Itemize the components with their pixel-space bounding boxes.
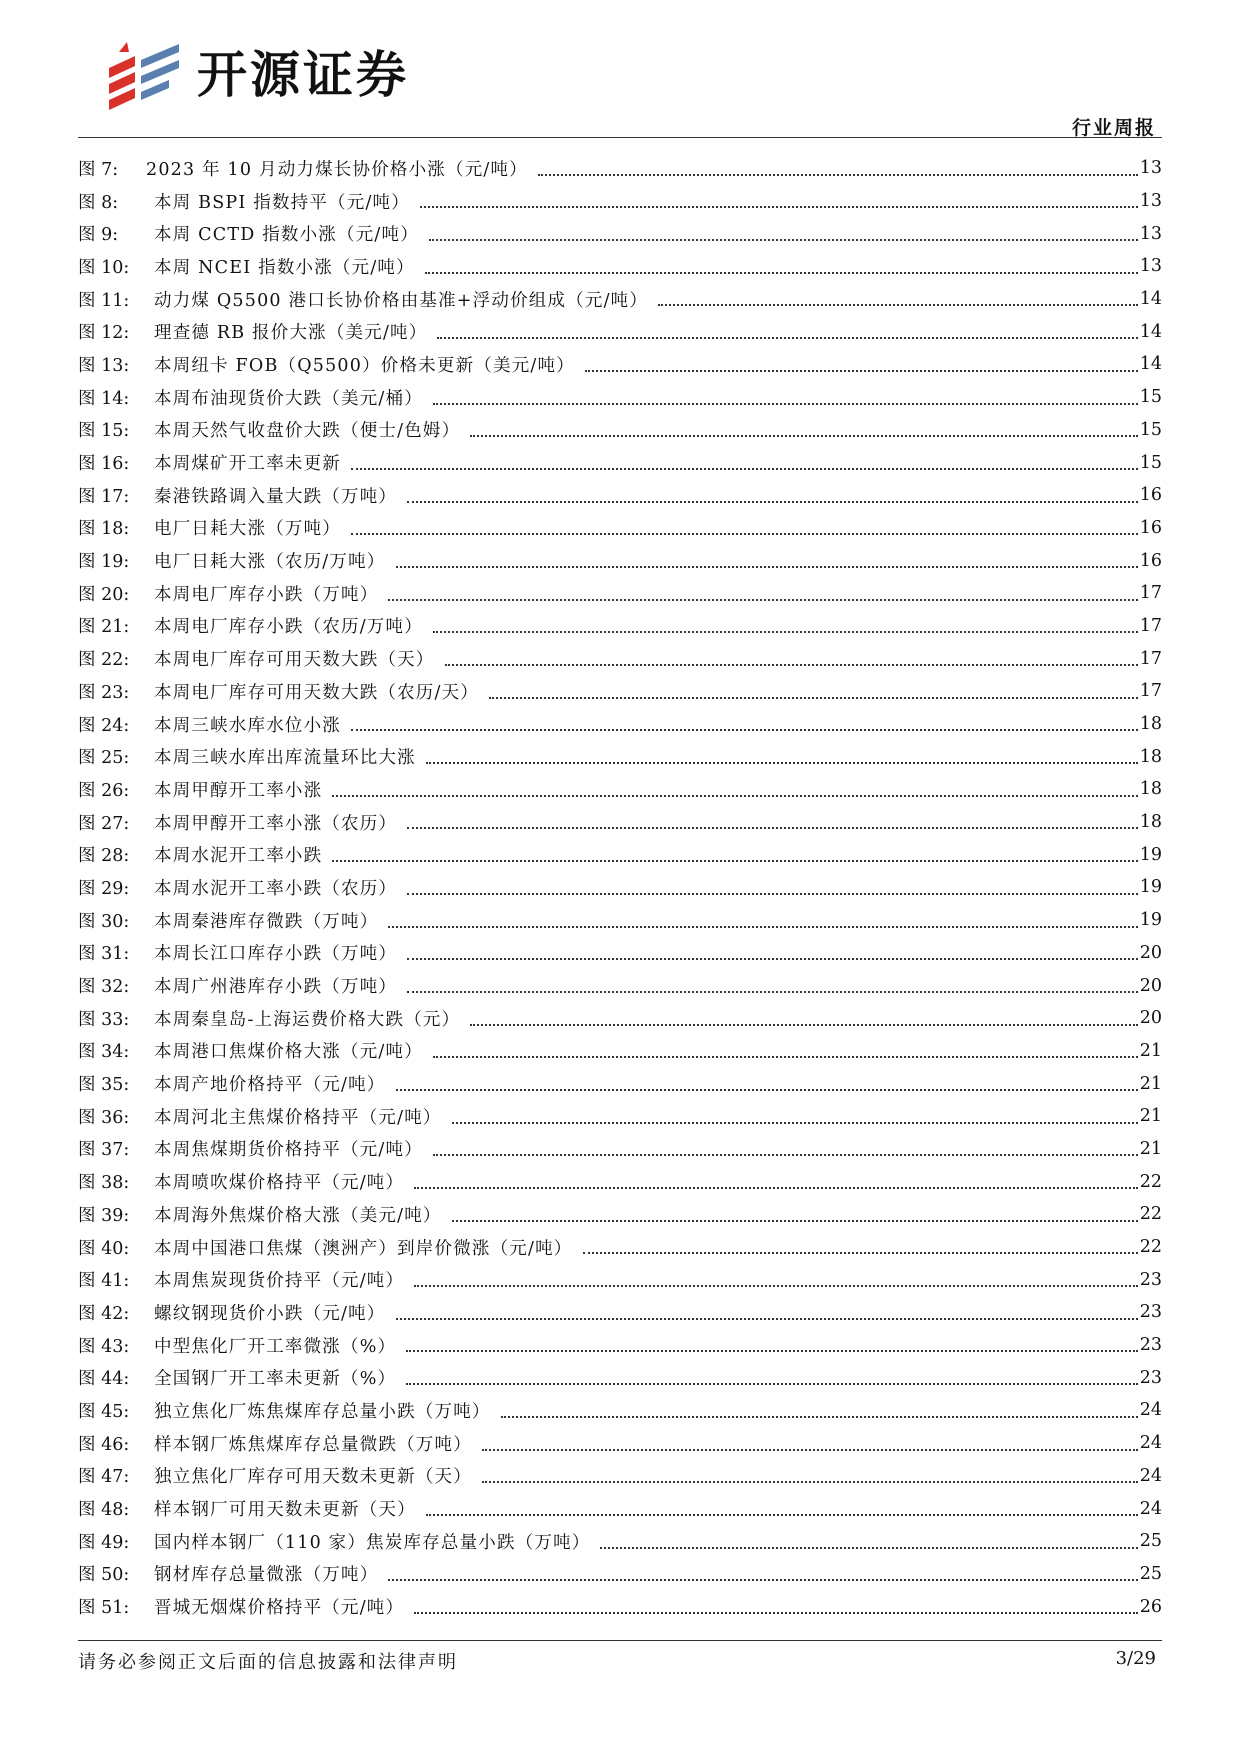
figure-label: 图 13: (78, 355, 130, 376)
toc-entry[interactable] (78, 1558, 1162, 1591)
page-ref: 20 (1139, 942, 1162, 963)
leader-dots (433, 1056, 1138, 1058)
leader-dots (414, 1612, 1138, 1614)
figure-title: 本周海外焦煤价格大涨（美元/吨） (154, 1205, 442, 1226)
leader-dots (585, 370, 1138, 372)
page-ref: 16 (1139, 517, 1162, 538)
figure-title: 本周 CCTD 指数小涨（元/吨） (154, 225, 419, 246)
figure-label: 图 41: (78, 1271, 130, 1292)
figure-label: 图 11: (78, 290, 130, 311)
leader-dots (332, 795, 1137, 797)
page-ref: 24 (1139, 1400, 1162, 1421)
leader-dots (396, 1089, 1138, 1091)
figure-label: 图 15: (78, 421, 130, 442)
figure-title: 全国钢厂开工率未更新（%） (154, 1369, 397, 1390)
leader-dots (583, 1252, 1138, 1254)
figure-title: 独立焦化厂炼焦煤库存总量小跌（万吨） (154, 1401, 491, 1422)
figure-title: 中型焦化厂开工率微涨（%） (154, 1336, 397, 1357)
page-ref: 15 (1139, 419, 1162, 440)
figure-label: 图 44: (78, 1369, 130, 1390)
figure-label: 图 37: (78, 1140, 130, 1161)
leader-dots (420, 206, 1138, 208)
toc-entry[interactable] (78, 1361, 1162, 1394)
leader-dots (426, 762, 1138, 764)
page-ref: 24 (1139, 1498, 1162, 1519)
toc-entry[interactable] (78, 806, 1162, 839)
figure-label: 图 17: (78, 486, 130, 507)
figure-title: 本周中国港口焦煤（澳洲产）到岸价微涨（元/吨） (154, 1238, 573, 1259)
toc-entry[interactable] (78, 642, 1162, 675)
toc-entry[interactable] (78, 577, 1162, 610)
figure-label: 图 50: (78, 1565, 130, 1586)
toc-entry[interactable] (78, 1492, 1162, 1525)
leader-dots (396, 1318, 1138, 1320)
figure-title: 2023 年 10 月动力煤长协价格小涨（元/吨） (146, 159, 528, 180)
page-ref: 18 (1139, 714, 1162, 735)
figure-title: 本周喷吹煤价格持平（元/吨） (154, 1173, 405, 1194)
figure-title: 本周港口焦煤价格大涨（元/吨） (154, 1042, 423, 1063)
leader-dots (470, 435, 1137, 437)
toc-entry[interactable] (78, 479, 1162, 512)
toc-entry[interactable] (78, 1590, 1162, 1623)
toc-entry[interactable] (78, 1002, 1162, 1035)
figure-title: 本周电厂库存可用天数大跌（农历/天） (154, 682, 479, 703)
figure-label: 图 9: (78, 225, 119, 246)
page-ref: 23 (1139, 1335, 1162, 1356)
page-ref: 26 (1139, 1596, 1162, 1617)
page-ref: 16 (1139, 550, 1162, 571)
leader-dots (351, 533, 1138, 535)
leader-dots (452, 1220, 1138, 1222)
toc-entry[interactable] (78, 381, 1162, 414)
figure-label: 图 33: (78, 1009, 130, 1030)
toc-entry[interactable] (78, 708, 1162, 741)
toc-entry[interactable] (78, 1394, 1162, 1427)
page-ref: 16 (1139, 485, 1162, 506)
toc-entry[interactable] (78, 1133, 1162, 1166)
figure-title: 电厂日耗大涨（万吨） (154, 519, 341, 540)
figure-label: 图 14: (78, 388, 130, 409)
leader-dots (388, 926, 1137, 928)
figure-title: 本周电厂库存可用天数大跌（天） (154, 650, 435, 671)
figure-title: 样本钢厂炼焦煤库存总量微跌（万吨） (154, 1434, 472, 1455)
figure-label: 图 12: (78, 323, 130, 344)
figure-label: 图 27: (78, 813, 130, 834)
figure-label: 图 47: (78, 1467, 130, 1488)
figure-label: 图 22: (78, 650, 130, 671)
figure-label: 图 40: (78, 1238, 130, 1259)
figure-label: 图 18: (78, 519, 130, 540)
leader-dots (433, 631, 1138, 633)
leader-dots (351, 729, 1138, 731)
figure-label: 图 34: (78, 1042, 130, 1063)
leader-dots (501, 1416, 1138, 1418)
figure-label: 图 31: (78, 944, 130, 965)
toc-entry[interactable] (78, 740, 1162, 773)
page-ref: 17 (1139, 648, 1162, 669)
page-ref: 23 (1139, 1367, 1162, 1388)
figure-title: 样本钢厂可用天数未更新（天） (154, 1500, 416, 1521)
figure-title: 本周电厂库存小跌（农历/万吨） (154, 617, 423, 638)
leader-dots (407, 991, 1138, 993)
leader-dots (414, 1285, 1138, 1287)
toc-entry[interactable] (78, 1427, 1162, 1460)
toc-entry[interactable] (78, 1329, 1162, 1362)
page-ref: 25 (1139, 1563, 1162, 1584)
company-logo (105, 38, 409, 112)
figure-label: 图 10: (78, 257, 130, 278)
figure-title: 本周甲醇开工率小涨 (154, 780, 323, 801)
page-ref: 17 (1139, 583, 1162, 604)
page-ref: 14 (1139, 289, 1162, 310)
leader-dots (414, 1187, 1138, 1189)
figure-label: 图 39: (78, 1205, 130, 1226)
figure-label: 图 35: (78, 1075, 130, 1096)
toc-entry[interactable] (78, 1525, 1162, 1558)
header-divider (78, 137, 1162, 138)
figure-label: 图 43: (78, 1336, 130, 1357)
page-ref: 15 (1139, 452, 1162, 473)
leader-dots (445, 664, 1138, 666)
toc-entry[interactable] (78, 1263, 1162, 1296)
figure-title: 本周煤矿开工率未更新 (154, 454, 341, 475)
figure-title: 本周广州港库存小跌（万吨） (154, 977, 398, 998)
leader-dots (332, 860, 1137, 862)
page-ref: 22 (1139, 1237, 1162, 1258)
figure-title: 本周水泥开工率小跌（农历） (154, 878, 398, 899)
leader-dots (470, 1024, 1137, 1026)
figure-title: 本周甲醇开工率小涨（农历） (154, 813, 398, 834)
figure-title: 本周布油现货价大跌（美元/桶） (154, 388, 423, 409)
leader-dots (425, 272, 1138, 274)
figure-title: 本周 BSPI 指数持平（元/吨） (154, 192, 410, 213)
figure-label: 图 23: (78, 682, 130, 703)
disclaimer-note: 请务必参阅正文后面的信息披露和法律声明 (78, 1652, 458, 1673)
toc-entry[interactable] (78, 610, 1162, 643)
figure-title: 本周河北主焦煤价格持平（元/吨） (154, 1107, 442, 1128)
figure-label: 图 48: (78, 1500, 130, 1521)
figure-label: 图 32: (78, 977, 130, 998)
page-ref: 24 (1139, 1465, 1162, 1486)
figure-title: 本周产地价格持平（元/吨） (154, 1075, 386, 1096)
leader-dots (433, 1154, 1138, 1156)
figure-title: 本周三峡水库出库流量环比大涨 (154, 748, 416, 769)
figure-title: 理查德 RB 报价大涨（美元/吨） (154, 323, 428, 344)
figure-label: 图 24: (78, 715, 130, 736)
figure-title: 本周焦煤期货价格持平（元/吨） (154, 1140, 423, 1161)
figure-label: 图 45: (78, 1401, 130, 1422)
page-number: 3/29 (1115, 1648, 1156, 1669)
figure-title: 电厂日耗大涨（农历/万吨） (154, 552, 386, 573)
figure-label: 图 49: (78, 1532, 130, 1553)
figure-title: 本周天然气收盘价大跌（便士/色姆） (154, 421, 461, 442)
page-ref: 17 (1139, 615, 1162, 636)
toc-entry[interactable] (78, 217, 1162, 250)
figure-title: 国内样本钢厂（110 家）焦炭库存总量小跌（万吨） (154, 1532, 591, 1553)
toc-entry[interactable] (78, 1067, 1162, 1100)
page-ref: 18 (1139, 779, 1162, 800)
page-ref: 13 (1139, 158, 1162, 179)
figure-label: 图 36: (78, 1107, 130, 1128)
figure-title: 动力煤 Q5500 港口长协价格由基准+浮动价组成（元/吨） (154, 290, 649, 311)
leader-dots (396, 566, 1138, 568)
figure-title: 本周电厂库存小跌（万吨） (154, 584, 379, 605)
figure-title: 本周长江口库存小跌（万吨） (154, 944, 398, 965)
leader-dots (406, 1383, 1137, 1385)
company-name: 开源证券 (197, 46, 409, 104)
toc-entry[interactable] (78, 544, 1162, 577)
figure-label: 图 8: (78, 192, 119, 213)
toc-entry[interactable] (78, 446, 1162, 479)
page-ref: 20 (1139, 975, 1162, 996)
page-ref: 23 (1139, 1302, 1162, 1323)
page-ref: 19 (1139, 844, 1162, 865)
toc-entry[interactable] (78, 1296, 1162, 1329)
figure-title: 螺纹钢现货价小跌（元/吨） (154, 1303, 386, 1324)
figure-title: 本周三峡水库水位小涨 (154, 715, 341, 736)
leader-dots (658, 304, 1138, 306)
figure-label: 图 38: (78, 1173, 130, 1194)
figure-title: 本周秦港库存微跌（万吨） (154, 911, 379, 932)
figure-label: 图 21: (78, 617, 130, 638)
toc-entry[interactable] (78, 675, 1162, 708)
kaiyuan-securities-logo-icon (105, 38, 183, 112)
toc-entry[interactable] (78, 773, 1162, 806)
leader-dots (437, 337, 1137, 339)
page-ref: 13 (1139, 223, 1162, 244)
toc-entry[interactable] (78, 1165, 1162, 1198)
toc-entry[interactable] (78, 152, 1162, 185)
toc-entry[interactable] (78, 185, 1162, 218)
leader-dots (489, 697, 1138, 699)
figure-label: 图 16: (78, 454, 130, 475)
figure-label: 图 42: (78, 1303, 130, 1324)
leader-dots (388, 599, 1137, 601)
toc-entry[interactable] (78, 838, 1162, 871)
figure-label: 图 20: (78, 584, 130, 605)
leader-dots (482, 1449, 1138, 1451)
toc-entry[interactable] (78, 904, 1162, 937)
figure-list (78, 152, 1162, 1623)
page-ref: 13 (1139, 256, 1162, 277)
page-ref: 25 (1139, 1531, 1162, 1552)
leader-dots (406, 1350, 1137, 1352)
figure-title: 本周 NCEI 指数小涨（元/吨） (154, 257, 415, 278)
page-ref: 21 (1139, 1040, 1162, 1061)
leader-dots (407, 827, 1138, 829)
page-ref: 17 (1139, 681, 1162, 702)
figure-label: 图 51: (78, 1598, 130, 1619)
page-ref: 24 (1139, 1433, 1162, 1454)
toc-entry[interactable] (78, 414, 1162, 447)
toc-entry[interactable] (78, 1231, 1162, 1264)
page-ref: 23 (1139, 1269, 1162, 1290)
toc-entry[interactable] (78, 348, 1162, 381)
toc-entry[interactable] (78, 969, 1162, 1002)
leader-dots (388, 1579, 1137, 1581)
leader-dots (482, 1481, 1138, 1483)
leader-dots (407, 958, 1138, 960)
figure-label: 图 19: (78, 552, 130, 573)
page-ref: 22 (1139, 1204, 1162, 1225)
figure-label: 图 7: (78, 159, 119, 180)
leader-dots (351, 468, 1138, 470)
leader-dots (407, 893, 1138, 895)
figure-label: 图 28: (78, 846, 130, 867)
page-ref: 20 (1139, 1008, 1162, 1029)
page-ref: 14 (1139, 321, 1162, 342)
leader-dots (600, 1547, 1137, 1549)
toc-entry[interactable] (78, 1198, 1162, 1231)
toc-entry[interactable] (78, 315, 1162, 348)
figure-label: 图 30: (78, 911, 130, 932)
figure-title: 本周秦皇岛-上海运费价格大跌（元） (154, 1009, 461, 1030)
page-ref: 21 (1139, 1138, 1162, 1159)
leader-dots (429, 239, 1138, 241)
document-type-label: 行业周报 (1071, 117, 1156, 139)
page-ref: 19 (1139, 910, 1162, 931)
figure-title: 本周水泥开工率小跌 (154, 846, 323, 867)
leader-dots (426, 1514, 1138, 1516)
toc-entry[interactable] (78, 1035, 1162, 1068)
figure-title: 本周焦炭现货价持平（元/吨） (154, 1271, 405, 1292)
page-ref: 21 (1139, 1106, 1162, 1127)
leader-dots (407, 501, 1138, 503)
toc-entry[interactable] (78, 283, 1162, 316)
toc-entry[interactable] (78, 512, 1162, 545)
figure-title: 本周纽卡 FOB（Q5500）价格未更新（美元/吨） (154, 355, 575, 376)
toc-entry[interactable] (78, 1100, 1162, 1133)
footer-divider (78, 1640, 1162, 1641)
leader-dots (433, 403, 1138, 405)
toc-entry[interactable] (78, 871, 1162, 904)
figure-label: 图 29: (78, 878, 130, 899)
page-ref: 22 (1139, 1171, 1162, 1192)
figure-title: 晋城无烟煤价格持平（元/吨） (154, 1598, 405, 1619)
figure-label: 图 25: (78, 748, 130, 769)
page-ref: 14 (1139, 354, 1162, 375)
page-ref: 13 (1139, 191, 1162, 212)
toc-entry[interactable] (78, 250, 1162, 283)
figure-title: 秦港铁路调入量大跌（万吨） (154, 486, 398, 507)
page-ref: 21 (1139, 1073, 1162, 1094)
page-ref: 18 (1139, 746, 1162, 767)
toc-entry[interactable] (78, 937, 1162, 970)
toc-entry[interactable] (78, 1460, 1162, 1493)
leader-dots (452, 1122, 1138, 1124)
leader-dots (538, 174, 1138, 176)
figure-title: 独立焦化厂库存可用天数未更新（天） (154, 1467, 472, 1488)
figure-title: 钢材库存总量微涨（万吨） (154, 1565, 379, 1586)
page-ref: 18 (1139, 812, 1162, 833)
page-ref: 15 (1139, 387, 1162, 408)
figure-label: 图 46: (78, 1434, 130, 1455)
figure-label: 图 26: (78, 780, 130, 801)
page-ref: 19 (1139, 877, 1162, 898)
